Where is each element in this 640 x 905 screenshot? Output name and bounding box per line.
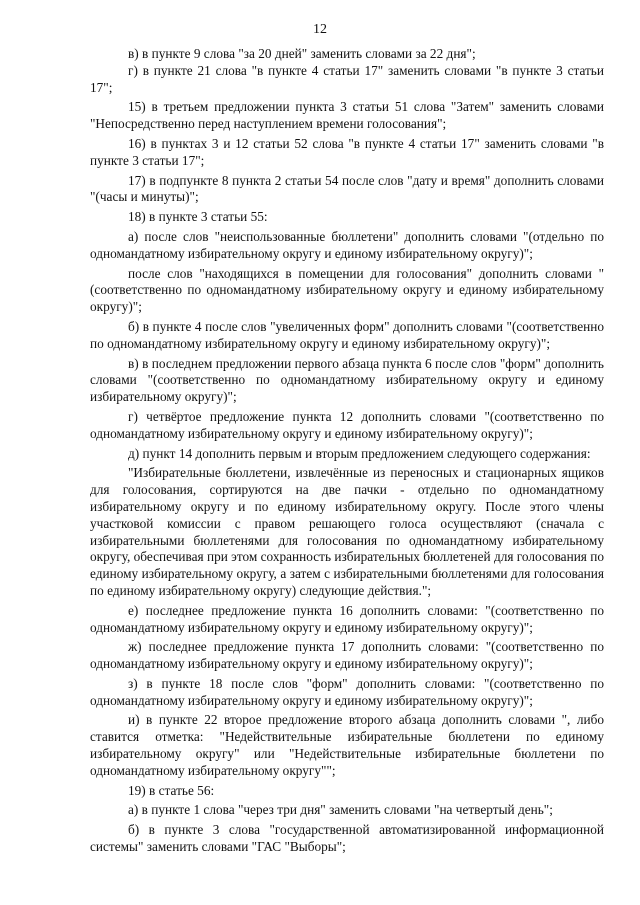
paragraph-15g: г) в пункте 21 слова "в пункте 4 статьи 17" заменить словами "в пункте 3 статьи 17"; bbox=[90, 62, 604, 95]
paragraph-18b: б) в пункте 4 после слов "увеличенных форм" дополнить словами "(соответственно по одномандатному избирательному округу и единому избирательному округу)"; bbox=[90, 318, 604, 351]
page-number: 12 bbox=[313, 22, 327, 37]
paragraph-18z: з) в пункте 18 после слов "форм" дополнить словами: "(соответственно по одномандатному избирательному округу и единому избирательному округу)"; bbox=[90, 675, 604, 708]
paragraph-15: 15) в третьем предложении пункта 3 статьи 51 слова "Затем" заменить словами "Непосредственно перед наступлением времени голосования"; bbox=[90, 99, 604, 132]
paragraph-19b: б) в пункте 3 слова "государственной автоматизированной информационной системы" заменить словами "ГАС "Выборы"; bbox=[90, 822, 604, 855]
paragraph-18zh: ж) последнее предложение пункта 17 дополнить словами: "(соответственно по одномандатному избирательному округу и единому избирательному округу)"; bbox=[90, 639, 604, 672]
paragraph-16: 16) в пунктах 3 и 12 статьи 52 слова "в пункте 4 статьи 17" заменить словами "в пункте 3 статьи 17"; bbox=[90, 135, 604, 168]
paragraph-18: 18) в пункте 3 статьи 55: bbox=[128, 209, 268, 225]
paragraph-18a-cont: после слов "находящихся в помещении для голосования" дополнить словами "(соответственно по одномандатному избирательному округу и единому избирательному округу)"; bbox=[90, 265, 604, 315]
paragraph-18i: и) в пункте 22 второе предложение второго абзаца дополнить словами ", либо ставится отметка: "Недействительные избирательные бюллетени по единому избирательному округу" или "Недействительные избирательные бюллетени по одномандатному избирательному округу""; bbox=[90, 712, 604, 778]
paragraph-15v: в) в пункте 9 слова "за 20 дней" заменить словами за 22 дня"; bbox=[128, 46, 476, 61]
document-body bbox=[90, 46, 604, 856]
paragraph-19: 19) в статье 56: bbox=[128, 782, 215, 798]
paragraph-18g: г) четвёртое предложение пункта 12 дополнить словами "(соответственно по одномандатному избирательному округу и единому избирательному округу)"; bbox=[90, 408, 604, 441]
paragraph-18e: е) последнее предложение пункта 16 дополнить словами: "(соответственно по одномандатному избирательному округу и единому избирательному округу)"; bbox=[90, 602, 604, 635]
paragraph-18v: в) в последнем предложении первого абзаца пункта 6 после слов "форм" дополнить словами "(соответственно по одномандатному избирательному округу и единому избирательному округу)"; bbox=[90, 355, 604, 405]
paragraph-17: 17) в подпункте 8 пункта 2 статьи 54 после слов "дату и время" дополнить словами "(часы и минуты)"; bbox=[90, 172, 604, 205]
paragraph-18a: а) после слов "неиспользованные бюллетени" дополнить словами "(отдельно по одномандатному избирательному округу и единому избирательному округу)"; bbox=[90, 228, 604, 261]
paragraph-18d: д) пункт 14 дополнить первым и вторым предложением следующего содержания: bbox=[128, 445, 591, 461]
paragraph-18d-quote: "Избирательные бюллетени, извлечённые из переносных и стационарных ящиков для голосования, сортируются на две пачки - отдельно по одномандатному избирательному округу и по единому избирательному округу. После этого члены участковой комиссии с правом решающего голоса осуществляют (сначала с избирательными бюллетенями для голосования по одномандатному избирательному округу, обеспечивая при этом сохранность избирательных бюллетеней для голосования по единому избирательному округу, а затем с избирательными бюллетенями для голосования по единому избирательному округу) следующие действия."; bbox=[90, 465, 605, 598]
paragraph-19a: а) в пункте 1 слова "через три дня" заменить словами "на четвертый день"; bbox=[128, 802, 553, 818]
